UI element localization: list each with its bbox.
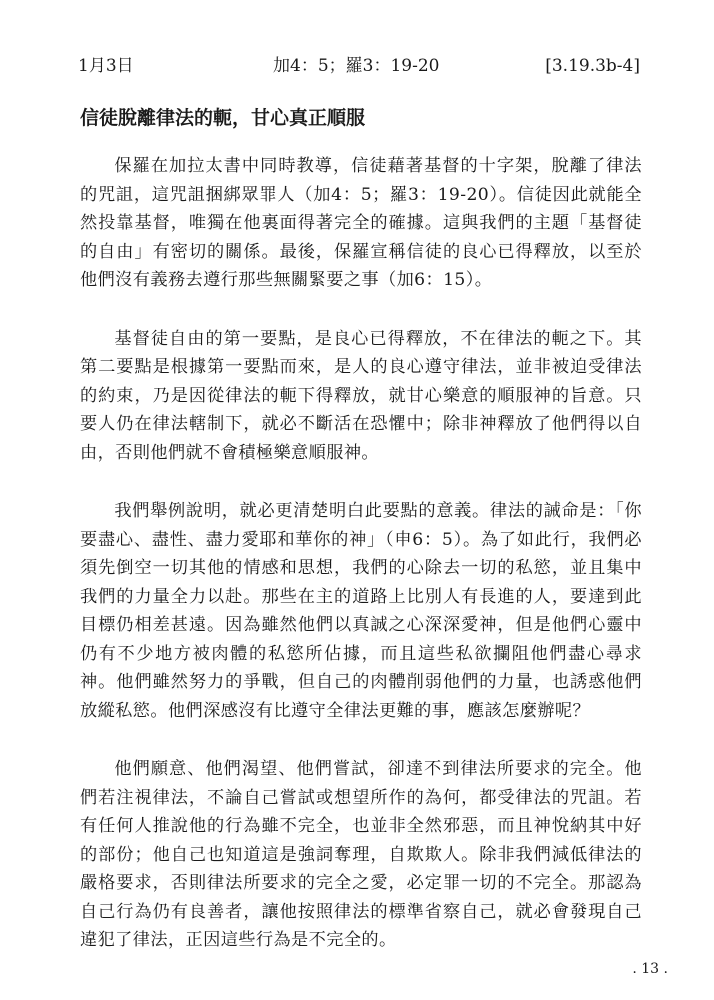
paragraph-1: 保羅在加拉太書中同時教導，信徒藉著基督的十字架，脫離了律法的咒詛，這咒詛捆綁眾罪人（加4：5；羅3：19-20）。信徒因此就能全然投靠基督，唯獨在他裏面得著完全的確據。這與我們的主題「基督徒的自由」有密切的關係。最後，保羅宣稱信徒的良心已得釋放，以至於他們沒有義務去遵行那些無關緊要之事（加6：15）。 <box>80 156 642 290</box>
paragraph-4: 他們願意、他們渴望、他們嘗試，卻達不到律法所要求的完全。他們若注視律法，不論自己嘗試或想望所作的為何，都受律法的咒詛。若有任何人推說他的行為雖不完全，也並非全然邪惡，而且神悅納其中好的部份；他自己也知道這是強詞奪理，自欺欺人。除非我們減低律法的嚴格要求，否則律法所要求的完全之愛，必定罪一切的不完全。那認為自己行為仍有良善者，讓他按照律法的標準省察自己，就必會發現自己違犯了律法，正因這些行為是不完全的。 <box>80 759 642 950</box>
paragraph-2: 基督徒自由的第一要點，是良心已得釋放，不在律法的軛之下。其第二要點是根據第一要點而來，是人的良心遵守律法，並非被迫受律法的約束，乃是因從律法的軛下得釋放，就甘心樂意的順服神的旨意。只要人仍在律法轄制下，就必不斷活在恐懼中；除非神釋放了他們得以自由，否則他們就不會積極樂意順服神。 <box>80 328 642 463</box>
page-title: 信徒脫離律法的軛，甘心真正順服 <box>80 107 366 129</box>
body-text <box>80 152 642 985</box>
page-header <box>78 54 640 78</box>
header-date: 1月3日 <box>78 56 134 76</box>
header-scripture-reference: 加4：5；羅3：19-20 <box>273 56 440 76</box>
header-section-code: [3.19.3b-4] <box>545 56 640 76</box>
paragraph-3: 我們舉例說明，就必更清楚明白此要點的意義。律法的誡命是：「你要盡心、盡性、盡力愛耶和華你的神」（申6：5）。為了如此行，我們必須先倒空一切其他的情感和思想，我們的心除去一切的私慾，並且集中我們的力量全力以赴。那些在主的道路上比別人有長進的人，要達到此目標仍相差甚遠。因為雖然他們以真誠之心深深愛神，但是他們心靈中仍有不少地方被肉體的私慾所佔據，而且這些私欲攔阻他們盡心尋求神。他們雖然努力的爭戰，但自己的肉體削弱他們的力量，也誘惑他們放縱私慾。他們深感沒有比遵守全律法更難的事，應該怎麼辦呢？ <box>80 501 642 721</box>
page-number: . 13 . <box>632 961 668 977</box>
